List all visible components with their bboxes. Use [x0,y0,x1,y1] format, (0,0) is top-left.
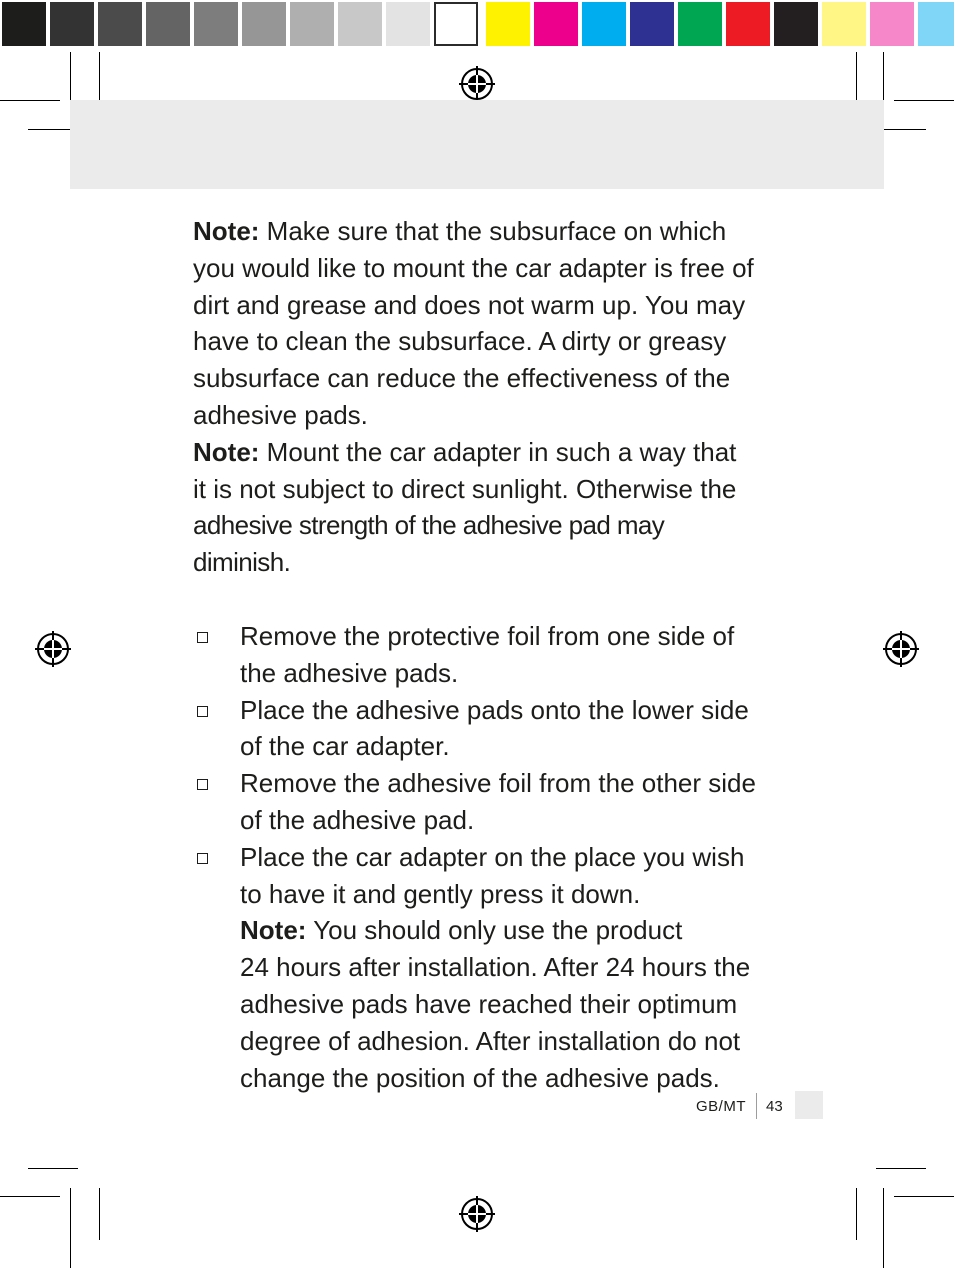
red-swatch [726,2,770,46]
page-tab [795,1091,823,1119]
step-text: Remove the protective foil from one side of [240,620,735,651]
note-label: Note: [193,216,260,246]
registration-mark-icon [457,1194,497,1234]
crop-mark [70,1188,71,1268]
crop-mark [28,1168,78,1169]
white-swatch [434,2,478,46]
pink-swatch [870,2,914,46]
step-text: Remove the adhesive foil from the other side [240,768,756,799]
note-label: Note: [240,915,307,946]
gray-swatch [98,2,142,46]
note-paragraph [193,213,763,434]
note-text: adhesive pads. [193,399,368,430]
gray-swatch [338,2,382,46]
crop-mark [883,1188,884,1268]
step-text: of the car adapter. [240,731,450,762]
step-text: to have it and gently press it down. [240,878,641,909]
list-item [193,618,763,692]
checkbox-bullet-icon [197,853,208,864]
light-cyan-swatch [918,2,954,46]
grayscale-color-bar [0,0,480,50]
gray-swatch [2,2,46,46]
yellow-swatch [486,2,530,46]
note-text: adhesive pads have reached their optimum [240,988,738,1019]
crop-mark [0,100,60,101]
gray-swatch [194,2,238,46]
registration-mark-icon [881,629,921,669]
page-number: 43 [766,1097,783,1115]
checkbox-bullet-icon [197,779,208,790]
header-band [70,100,884,189]
checkbox-bullet-icon [197,632,208,643]
step-text: Place the adhesive pads onto the lower side [240,694,749,725]
light-yellow-swatch [822,2,866,46]
magenta-swatch [534,2,578,46]
note-label: Note: [193,436,260,467]
crop-mark [856,1188,857,1240]
language-code: GB/MT [696,1097,746,1115]
step-text: of the adhesive pad. [240,804,475,835]
footer-divider [756,1093,757,1119]
note-text: dirt and grease and does not warm up. You may [193,289,746,320]
checkbox-bullet-icon [197,706,208,717]
blue-swatch [630,2,674,46]
list-item [193,839,763,1097]
note-text: 24 hours after installation. After 24 hours the [240,952,751,983]
instruction-list [193,618,763,1096]
cyan-swatch [582,2,626,46]
note-text: adhesive strength of the adhesive pad may diminish. [193,510,665,578]
gray-swatch [386,2,430,46]
black-swatch [774,2,818,46]
green-swatch [678,2,722,46]
gray-swatch [290,2,334,46]
gray-swatch [146,2,190,46]
crop-mark [99,1188,100,1240]
note-text: it is not subject to direct sunlight. Otherwise the [193,473,737,504]
registration-mark-icon [33,629,73,669]
list-item [193,765,763,839]
registration-mark-icon [457,64,497,104]
note-text: You should only use the product [313,915,683,946]
note-text: change the position of the adhesive pads. [240,1062,720,1093]
note-text: have to clean the subsurface. A dirty or greasy [193,326,727,357]
page-footer [696,1093,783,1119]
crop-mark [876,1168,926,1169]
list-item [193,692,763,766]
note-text: you would like to mount the car adapter is free of [193,252,754,283]
gray-swatch [50,2,94,46]
crop-mark [894,100,954,101]
gray-swatch [242,2,286,46]
crop-mark [894,1196,954,1197]
process-color-bar [484,0,954,50]
note-text: subsurface can reduce the effectiveness of the [193,363,731,394]
note-text: Mount the car adapter in such a way that [266,436,737,467]
step-text: the adhesive pads. [240,657,459,688]
page-content [193,213,763,1096]
crop-mark [0,1196,60,1197]
step-text: Place the car adapter on the place you wish [240,841,745,872]
note-text: Make sure that the subsurface on which [266,216,727,246]
note-paragraph [193,434,763,581]
note-text: degree of adhesion. After installation do not [240,1025,741,1056]
